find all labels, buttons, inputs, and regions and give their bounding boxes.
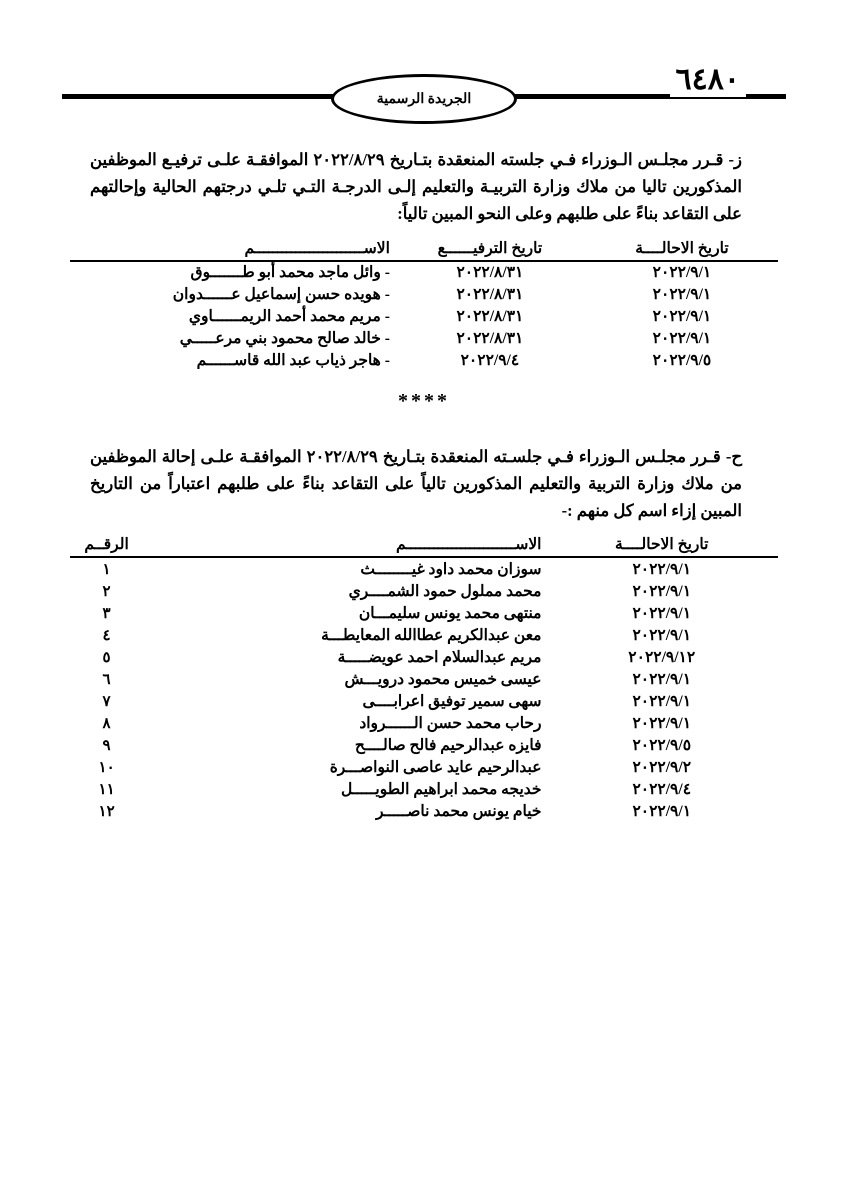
cell-name: رحاب محمد حسن الــــــرواد [359, 714, 542, 732]
column-header-promotion-date: تاريخ الترفيــــــع [394, 238, 586, 261]
page-header [62, 62, 786, 122]
cell-number: ٣ [102, 605, 111, 622]
cell-name: - خالد صالح محمود بني مرعـــــي [179, 330, 390, 348]
cell-referral-date: ٢٠٢٢/٩/١ [632, 670, 692, 688]
cell-name: عبدالرحيم عايد عاصى النواصـــرة [329, 758, 542, 776]
table-header-row [70, 534, 778, 557]
cell-referral-date: ٢٠٢٢/٩/١٢ [628, 648, 696, 666]
column-header-name: الاســــــــــــــــــــــــم [70, 238, 394, 261]
promotions-table [70, 238, 778, 372]
cell-referral-date: ٢٠٢٢/٩/١ [632, 692, 692, 710]
cell-name: محمد مملول حمود الشمــــري [348, 582, 542, 600]
cell-name: عيسى خميس محمود درويـــش [344, 670, 542, 688]
cell-number: ٦ [102, 671, 111, 688]
cell-promotion-date: ٢٠٢٢/٨/٣١ [456, 330, 524, 348]
cell-number: ٢ [102, 583, 111, 600]
cell-referral-date: ٢٠٢٢/٩/٤ [632, 780, 692, 798]
cell-number: ٧ [102, 693, 111, 710]
cell-number: ٤ [102, 627, 111, 644]
section-zay [70, 146, 778, 372]
table-row [70, 734, 778, 756]
cell-referral-date: ٢٠٢٢/٩/١ [652, 330, 712, 348]
table-row [70, 668, 778, 690]
cell-name: سوزان محمد داود غيــــــــث [360, 560, 542, 578]
cell-number: ١١ [98, 781, 115, 798]
table-row [70, 350, 778, 372]
section-haa [70, 443, 778, 823]
cell-promotion-date: ٢٠٢٢/٩/٤ [460, 352, 520, 370]
cell-referral-date: ٢٠٢٢/٩/١ [632, 626, 692, 644]
cell-name: - وائل ماجد محمد أبو طـــــــوق [190, 264, 390, 282]
cell-name: سهى سمير توفيق اعرابــــى [362, 692, 542, 710]
cell-referral-date: ٢٠٢٢/٩/١ [632, 802, 692, 820]
cell-promotion-date: ٢٠٢٢/٨/٣١ [456, 286, 524, 304]
column-header-name: الاســــــــــــــــــــــــم [143, 534, 545, 557]
cell-referral-date: ٢٠٢٢/٩/١ [652, 264, 712, 282]
table-row [70, 602, 778, 624]
cell-number: ٩ [102, 737, 111, 754]
table-row [70, 712, 778, 734]
table-row [70, 778, 778, 800]
cell-referral-date: ٢٠٢٢/٩/١ [632, 714, 692, 732]
cell-referral-date: ٢٠٢٢/٩/٢ [632, 758, 692, 776]
table-row [70, 580, 778, 602]
cell-referral-date: ٢٠٢٢/٩/١ [632, 604, 692, 622]
table-row [70, 328, 778, 350]
column-header-referral-date: تاريخ الاحالــــة [545, 534, 778, 557]
section-separator: **** [398, 389, 450, 412]
page-number: ٦٤٨٠ [670, 62, 746, 97]
cell-name: خيام يونس محمد ناصـــــر [376, 802, 542, 820]
column-header-number: الرقــم [70, 534, 143, 557]
cell-name: منتهى محمد يونس سليمـــان [358, 604, 542, 622]
section-zay-paragraph: ز- قـرر مجلـس الـوزراء فـي جلسته المنعقدة بتـاريخ ٢٠٢٢/٨/٢٩ الموافقـة علـى ترفيـع الموظفين المذكورين تاليا من ملاك وزارة التربيـة والتعليم إلـى الدرجـة التـي تلـي درجتهم الحالية وإحالتهم على التقاعد بناءً على طلبهم وعلى النحو المبين تالياً: [90, 150, 742, 224]
cell-number: ٨ [102, 715, 111, 732]
cell-referral-date: ٢٠٢٢/٩/٥ [632, 736, 692, 754]
cell-name: - هاجر ذياب عبد الله قاســــــم [196, 352, 390, 370]
cell-name: مريم عبدالسلام احمد عويضـــــة [337, 648, 542, 666]
cell-name: خديجه محمد ابراهيم الطويـــــل [340, 780, 542, 798]
cell-number: ١ [102, 561, 111, 578]
cell-number: ١٢ [98, 803, 115, 820]
table-row [70, 690, 778, 712]
cell-promotion-date: ٢٠٢٢/٨/٣١ [456, 264, 524, 282]
table-row [70, 756, 778, 778]
gazette-title-badge: الجريدة الرسمية [331, 74, 517, 124]
table-row [70, 306, 778, 328]
table-row [70, 557, 778, 580]
table-row [70, 624, 778, 646]
cell-referral-date: ٢٠٢٢/٩/١ [652, 308, 712, 326]
cell-name: معن عبدالكريم عطاالله المعايطـــة [321, 626, 542, 644]
table-row [70, 646, 778, 668]
table-header-row [70, 238, 778, 261]
cell-name: فايزه عبدالرحيم فالح صالــــح [354, 736, 542, 754]
section-haa-paragraph: ح- قـرر مجلـس الـوزراء فـي جلسـته المنعقدة بتـاريخ ٢٠٢٢/٨/٢٩ الموافقـة علـى إحالة الموظفين من ملاك وزارة التربية والتعليم المذكورين تالياً على التقاعد بناءً على طلبهم اعتباراً من التاريخ المبين إزاء اسم كل منهم :- [90, 446, 742, 521]
cell-referral-date: ٢٠٢٢/٩/١ [652, 286, 712, 304]
table-row [70, 261, 778, 284]
table-row [70, 800, 778, 822]
document-content [70, 146, 778, 822]
cell-name: - مريم محمد أحمد الريمــــــاوي [188, 308, 390, 326]
retirements-table [70, 534, 778, 822]
table-row [70, 284, 778, 306]
cell-number: ٥ [102, 649, 111, 666]
cell-referral-date: ٢٠٢٢/٩/٥ [652, 352, 712, 370]
cell-number: ١٠ [98, 759, 115, 776]
cell-promotion-date: ٢٠٢٢/٨/٣١ [456, 308, 524, 326]
column-header-referral-date: تاريخ الاحالــــة [586, 238, 778, 261]
cell-name: - هويده حسن إسماعيل عــــــدوان [172, 286, 390, 304]
cell-referral-date: ٢٠٢٢/٩/١ [632, 560, 692, 578]
cell-referral-date: ٢٠٢٢/٩/١ [632, 582, 692, 600]
